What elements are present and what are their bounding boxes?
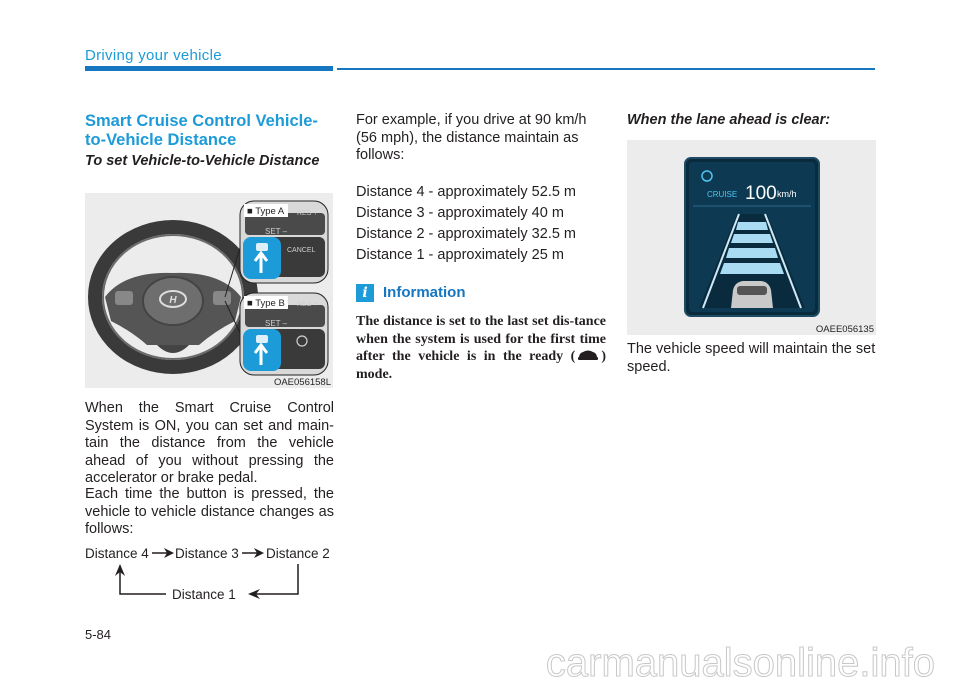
cluster-display-figure — [627, 140, 876, 335]
type-b-label: ■ Type B — [247, 298, 285, 309]
speed-unit: km/h — [777, 189, 797, 199]
figure-code-2: OAEE056135 — [815, 324, 874, 335]
watermark-text: carmanualsonline.info — [545, 641, 935, 685]
steering-wheel-icon — [95, 227, 251, 367]
info-text-after: ) mode. — [356, 349, 606, 382]
set-minus-a: SET – — [265, 227, 288, 236]
set-minus-b: SET – — [265, 319, 288, 328]
subheading: To set Vehicle-to-Vehicle Distance — [85, 153, 320, 169]
header-rule-thick — [85, 66, 333, 71]
info-icon: i — [356, 284, 374, 302]
svg-text:H: H — [169, 295, 177, 306]
speed-maintain-paragraph: The vehicle speed will maintain the set speed. — [627, 341, 876, 375]
set-speed: 100 — [745, 183, 777, 204]
distance-cycle-diagram — [80, 540, 340, 610]
distance-item-2: Distance 2 - approximately 32.5 m — [356, 226, 577, 242]
section-title: Driving your vehicle — [85, 47, 222, 64]
lane-clear-heading: When the lane ahead is clear: — [627, 112, 831, 128]
section-heading: Smart Cruise Control Vehicle-to-Vehicle Distance — [85, 112, 318, 149]
example-paragraph: For example, if you drive at 90 km/h (56 mph), the distance maintain as follows: — [356, 112, 587, 164]
cancel-label: CANCEL — [287, 247, 316, 254]
paragraph-1: When the Smart Cruise Control System is ON, you can set and main-tain the distance from the vehicle ahead of you without pressing the accelerator or brake pedal. — [85, 400, 334, 487]
paragraph-2: Each time the button is pressed, the vehicle to vehicle distance changes as follows: — [85, 486, 334, 538]
seq-distance-4: Distance 4 — [85, 546, 149, 561]
steering-wheel-figure — [85, 193, 333, 388]
res-plus-a: RES + — [297, 210, 318, 217]
ready-car-icon — [576, 348, 600, 362]
page-number: 5-84 — [85, 627, 112, 642]
type-a-label: ■ Type A — [247, 206, 285, 217]
seq-distance-1: Distance 1 — [172, 587, 236, 602]
res-plus-b: RES + — [297, 301, 318, 308]
figure-code-1: OAE056158L — [273, 377, 331, 388]
cruise-label: CRUISE — [707, 190, 738, 199]
seq-distance-2: Distance 2 — [266, 546, 330, 561]
steering-wheel-illustration — [85, 193, 333, 388]
header-rule-thin — [337, 68, 875, 70]
info-text — [356, 313, 606, 383]
own-car-icon — [731, 281, 773, 308]
distance-item-4: Distance 4 - approximately 52.5 m — [356, 184, 577, 200]
distance-item-1: Distance 1 - approximately 25 m — [356, 247, 564, 263]
seq-distance-3: Distance 3 — [175, 546, 239, 561]
info-title: Information — [383, 284, 466, 301]
info-text-before: The distance is set to the last set dis-tance when the system is used for the first time after the vehicle is in the ready ( — [356, 314, 606, 365]
distance-item-3: Distance 3 - approximately 40 m — [356, 205, 564, 221]
cluster-display-illustration — [627, 140, 876, 335]
